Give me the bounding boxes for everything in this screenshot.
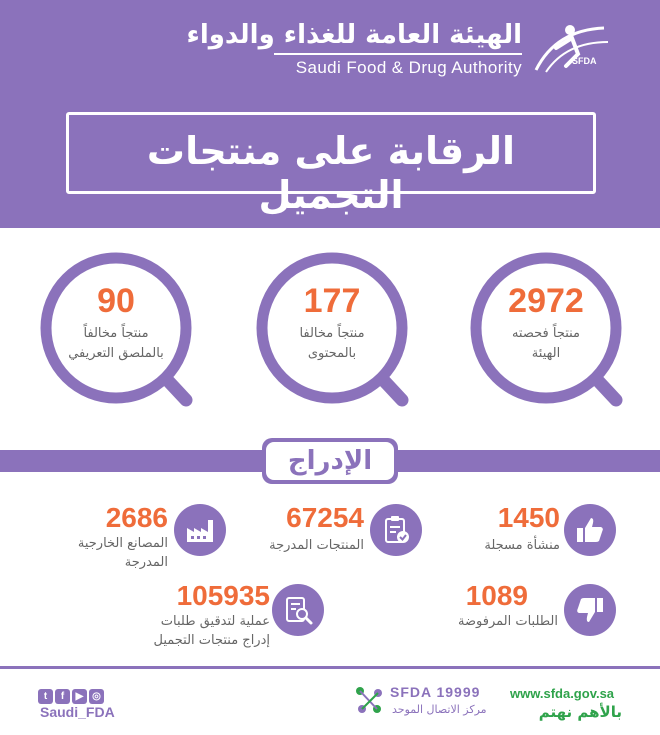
section-title-pill-inner bbox=[266, 442, 394, 480]
item-label-line1: عملية لتدقيق طلبات bbox=[160, 614, 270, 629]
page-title: الرقابة على منتجات التجميل bbox=[146, 129, 516, 217]
listing-item-factories bbox=[40, 500, 230, 570]
clipboard-check-icon bbox=[370, 504, 422, 556]
stat-label-line1: منتجاً مخالفاً bbox=[83, 326, 149, 341]
stat-content-violations bbox=[252, 252, 442, 422]
org-name-arabic: الهيئة العامة للغذاء والدواء bbox=[186, 20, 522, 50]
org-name-english: Saudi Food & Drug Authority bbox=[295, 58, 522, 77]
item-value: 2686 bbox=[105, 502, 168, 533]
footer-divider bbox=[0, 666, 660, 669]
thumbs-down-icon bbox=[564, 584, 616, 636]
slogan: بالأهم نهتم bbox=[538, 703, 622, 721]
document-search-icon bbox=[272, 584, 324, 636]
stat-label bbox=[54, 324, 178, 364]
item-label-line2: المدرجة bbox=[124, 555, 168, 570]
stat-value: 2972 bbox=[508, 282, 584, 320]
call-center-logo-icon bbox=[352, 683, 386, 717]
item-label bbox=[153, 612, 270, 650]
section-title: الإدراج bbox=[287, 446, 373, 476]
sfda-logo-icon bbox=[526, 20, 612, 76]
header-band bbox=[0, 0, 660, 228]
stat-label-line2: بالمحتوى bbox=[307, 346, 357, 361]
item-label-line1: المصانع الخارجية bbox=[77, 536, 168, 551]
social-icons bbox=[38, 684, 106, 704]
item-label bbox=[78, 534, 168, 572]
item-label: الطلبات المرفوضة bbox=[458, 614, 558, 629]
stat-label-violations bbox=[36, 252, 226, 422]
call-center-subtitle: مركز الاتصال الموحد bbox=[392, 703, 487, 716]
title-frame bbox=[66, 112, 596, 217]
stat-label-line2: الهيئة bbox=[531, 346, 561, 361]
org-logo-text bbox=[162, 18, 522, 79]
stat-value: 177 bbox=[303, 282, 361, 320]
stat-label-line1: منتجاً مخالفا bbox=[299, 326, 365, 341]
logo-abbr: SFDA bbox=[572, 56, 597, 66]
social-handle: Saudi_FDA bbox=[40, 704, 115, 720]
listing-item-rejected bbox=[350, 578, 620, 648]
item-label: المنتجات المدرجة bbox=[269, 538, 364, 553]
stat-label bbox=[484, 324, 608, 364]
item-value: 1089 bbox=[465, 580, 528, 611]
call-center-name: SFDA 19999 bbox=[390, 684, 481, 700]
listing-item-audits bbox=[110, 578, 340, 648]
stat-label-line2: بالملصق التعريفي bbox=[68, 346, 164, 361]
logo-divider bbox=[274, 53, 522, 55]
item-label-line2: إدراج منتجات التجميل bbox=[153, 633, 270, 648]
twitter-icon[interactable]: t bbox=[38, 689, 53, 704]
stat-inspected-products bbox=[466, 252, 656, 422]
item-value: 1450 bbox=[497, 502, 560, 533]
stat-label bbox=[270, 324, 394, 364]
listing-item-products bbox=[236, 500, 426, 570]
youtube-icon[interactable]: ▶ bbox=[72, 689, 87, 704]
thumbs-up-icon bbox=[564, 504, 616, 556]
listing-item-establishments bbox=[440, 500, 620, 570]
item-label: منشأة مسجلة bbox=[484, 538, 560, 553]
instagram-icon[interactable]: ◎ bbox=[89, 689, 104, 704]
website-link[interactable]: www.sfda.gov.sa bbox=[510, 686, 615, 701]
stat-label-line1: منتجاً فحصته bbox=[511, 326, 581, 341]
stat-value: 90 bbox=[97, 282, 135, 320]
item-value: 67254 bbox=[286, 502, 364, 533]
item-value: 105935 bbox=[176, 580, 270, 611]
section-title-pill bbox=[262, 438, 398, 484]
factory-icon bbox=[174, 504, 226, 556]
facebook-icon[interactable]: f bbox=[55, 689, 70, 704]
